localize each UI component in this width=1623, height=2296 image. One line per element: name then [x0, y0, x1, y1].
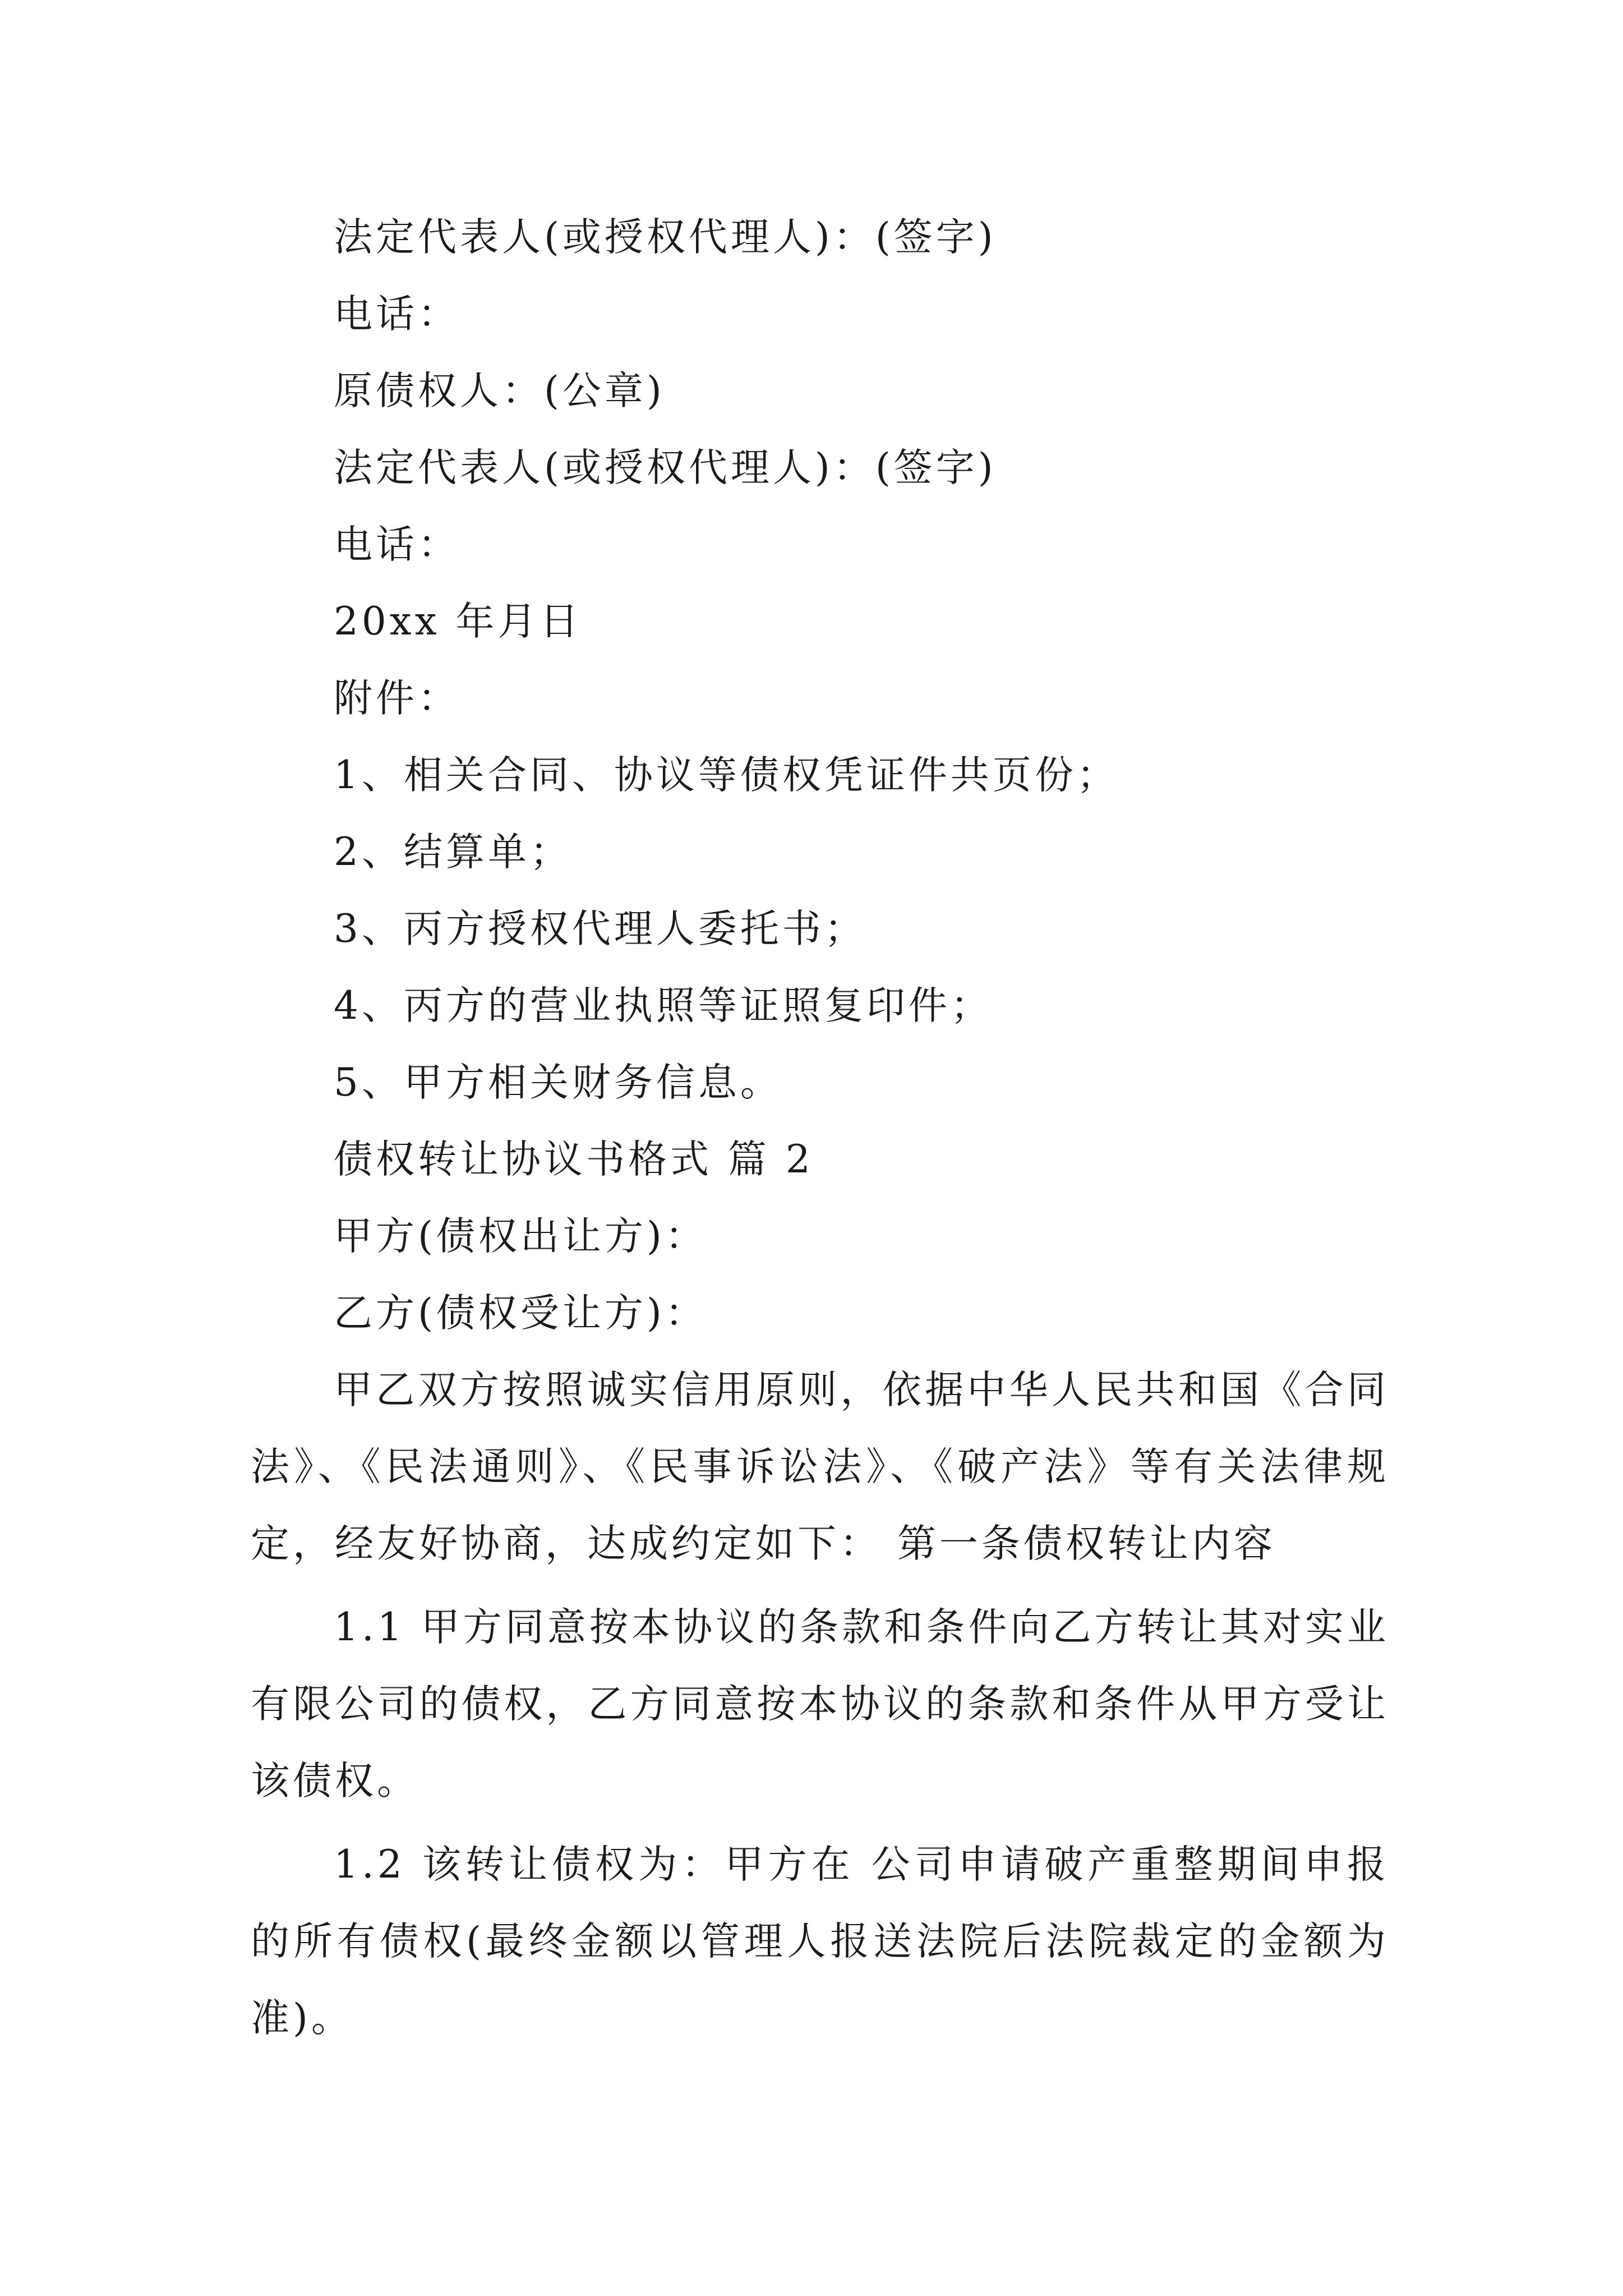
legal-rep-line-1: 法定代表人(或授权代理人)：(签字) [334, 215, 997, 260]
clause-1-2-paragraph: 1.2 该转让债权为：甲方在 公司申请破产重整期间申报的所有债权(最终金额以管理人报送法院后法院裁定的金额为准)。 [251, 1842, 1389, 2041]
document-body [251, 199, 1389, 2057]
legal-rep-line-2: 法定代表人(或授权代理人)：(签字) [334, 445, 997, 490]
attachments-heading: 附件： [334, 676, 460, 721]
phone-line-2: 电话： [334, 522, 460, 567]
clause-1-1-paragraph: 1.1 甲方同意按本协议的条款和条件向乙方转让其对实业有限公司的债权，乙方同意按本协议的条款和条件从甲方受让该债权。 [251, 1605, 1389, 1803]
date-line: 20xx 年月日 [334, 599, 582, 644]
phone-line-1: 电话： [334, 292, 460, 337]
section-title: 债权转让协议书格式 篇 2 [334, 1137, 814, 1182]
attachment-item: 3、丙方授权代理人委托书； [334, 907, 866, 951]
party-a-line: 甲方(债权出让方)： [334, 1214, 707, 1259]
original-creditor-line: 原债权人：(公章) [334, 369, 665, 413]
intro-paragraph: 甲乙双方按照诚实信用原则，依据中华人民共和国《合同法》、《民法通则》、《民事诉讼法》、《破产法》等有关法律规定，经友好协商，达成约定如下： 第一条债权转让内容 [251, 1368, 1389, 1566]
attachment-item: 4、丙方的营业执照等证照复印件； [334, 983, 993, 1028]
attachment-item: 5、甲方相关财务信息。 [334, 1060, 782, 1105]
party-b-line: 乙方(债权受让方)： [334, 1291, 707, 1336]
attachment-item: 1、相关合同、协议等债权凭证件共页份； [334, 753, 1119, 798]
attachment-item: 2、结算单； [334, 830, 572, 875]
